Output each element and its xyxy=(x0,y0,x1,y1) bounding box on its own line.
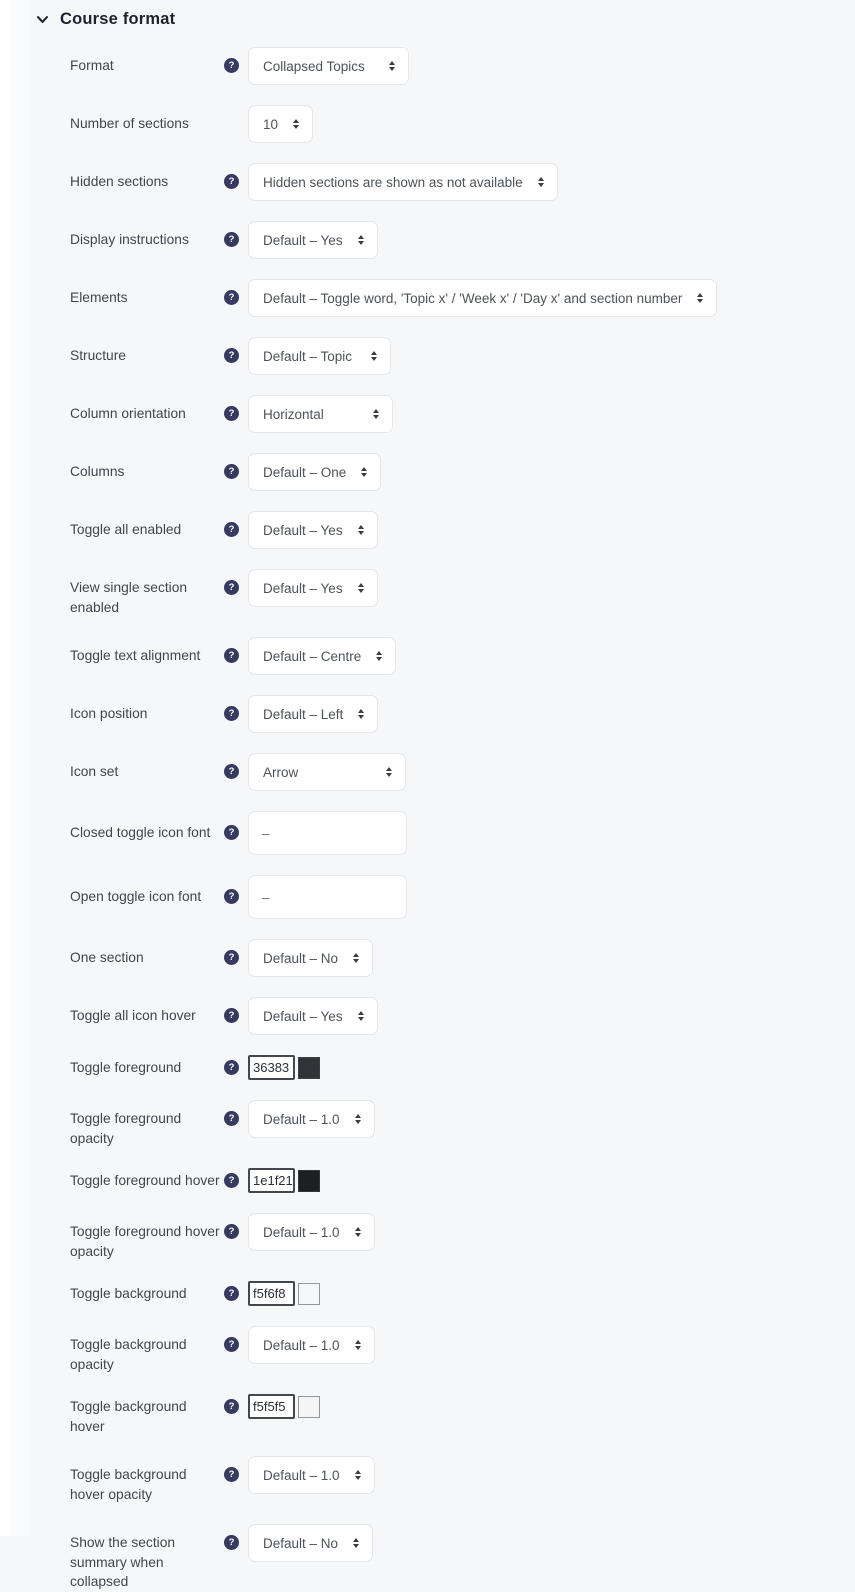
field-label: Elements xyxy=(70,279,224,308)
help-icon[interactable]: ? xyxy=(224,522,239,537)
select-arrows-icon xyxy=(373,409,379,420)
select-arrows-icon xyxy=(389,61,395,72)
select-arrows-icon xyxy=(355,1340,361,1351)
one-section-select[interactable] xyxy=(248,939,373,977)
form-row-one-section xyxy=(70,939,855,977)
help-icon[interactable]: ? xyxy=(224,348,239,363)
color-value: 1e1f21 xyxy=(253,1173,293,1188)
help-icon[interactable]: ? xyxy=(224,1337,239,1352)
help-icon[interactable]: ? xyxy=(224,290,239,305)
select-arrows-icon xyxy=(697,293,703,304)
selected-value: Horizontal xyxy=(263,407,324,422)
select-arrows-icon xyxy=(355,1114,361,1125)
form-row-toggle-background xyxy=(70,1281,855,1306)
selected-value: Default – 1.0 xyxy=(263,1112,340,1127)
select-arrows-icon xyxy=(355,1227,361,1238)
toggle-foreground-color-swatch xyxy=(298,1057,320,1079)
toggle-background-opacity-select[interactable] xyxy=(248,1326,375,1364)
field-label: Toggle background xyxy=(70,1281,224,1304)
form-row-column-orientation xyxy=(70,395,855,433)
help-column xyxy=(224,695,248,721)
form-row-open-toggle-icon-font xyxy=(70,875,855,919)
form-row-toggle-foreground-opacity xyxy=(70,1100,855,1148)
help-icon[interactable]: ? xyxy=(224,1286,239,1301)
toggle-background-hover-color-swatch xyxy=(298,1396,320,1418)
help-icon[interactable]: ? xyxy=(224,825,239,840)
toggle-background-hover-opacity-select[interactable] xyxy=(248,1456,375,1494)
help-column xyxy=(224,1394,248,1414)
toggle-foreground-hover-opacity-select[interactable] xyxy=(248,1213,375,1251)
help-icon[interactable]: ? xyxy=(224,1008,239,1023)
toggle-text-alignment-select[interactable] xyxy=(248,637,396,675)
selected-value: Default – One xyxy=(263,465,346,480)
section-title: Course format xyxy=(60,10,175,29)
select-arrows-icon xyxy=(386,767,392,778)
help-column xyxy=(224,337,248,363)
icon-position-select[interactable] xyxy=(248,695,378,733)
help-column xyxy=(224,1326,248,1352)
selected-value: Default – Centre xyxy=(263,649,361,664)
help-icon[interactable]: ? xyxy=(224,648,239,663)
select-arrows-icon xyxy=(376,651,382,662)
selected-value: Default – Yes xyxy=(263,523,343,538)
field-label: Toggle background opacity xyxy=(70,1326,224,1374)
help-column xyxy=(224,1168,248,1188)
help-column xyxy=(224,453,248,479)
field-label: Format xyxy=(70,47,224,76)
help-column xyxy=(224,637,248,663)
help-column xyxy=(224,569,248,595)
field-label: View single section enabled xyxy=(70,569,224,617)
help-column xyxy=(224,1524,248,1550)
color-value: f5f6f8 xyxy=(253,1286,286,1301)
section-header-course-format[interactable] xyxy=(36,10,855,29)
form-row-icon-position xyxy=(70,695,855,733)
select-arrows-icon xyxy=(358,525,364,536)
form-row-closed-toggle-icon-font xyxy=(70,811,855,855)
selected-value: Default – Left xyxy=(263,707,343,722)
field-label: Icon position xyxy=(70,695,224,724)
help-icon[interactable]: ? xyxy=(224,464,239,479)
select-arrows-icon xyxy=(358,709,364,720)
form-row-view-single-section-enabled xyxy=(70,569,855,617)
chevron-down-icon[interactable] xyxy=(36,13,49,26)
help-icon[interactable]: ? xyxy=(224,764,239,779)
selected-value: Default – Yes xyxy=(263,233,343,248)
column-orientation-select[interactable] xyxy=(248,395,393,433)
select-arrows-icon xyxy=(355,1470,361,1481)
form-row-toggle-foreground xyxy=(70,1055,855,1080)
field-control xyxy=(248,1055,320,1080)
help-icon[interactable]: ? xyxy=(224,580,239,595)
form-row-icon-set xyxy=(70,753,855,791)
form-row-toggle-background-hover xyxy=(70,1394,855,1436)
help-icon[interactable]: ? xyxy=(224,706,239,721)
elements-select[interactable] xyxy=(248,279,717,317)
toggle-background-hover-color-input[interactable] xyxy=(248,1394,295,1419)
field-control xyxy=(248,569,378,607)
field-label: One section xyxy=(70,939,224,968)
select-arrows-icon xyxy=(353,953,359,964)
structure-select[interactable] xyxy=(248,337,391,375)
help-column xyxy=(224,105,248,116)
selected-value: Collapsed Topics xyxy=(263,59,365,74)
field-control xyxy=(248,1394,320,1419)
color-field xyxy=(248,1394,320,1419)
form-row-toggle-text-alignment xyxy=(70,637,855,675)
field-control xyxy=(248,1213,375,1251)
selected-value: Hidden sections are shown as not available xyxy=(263,175,523,190)
format-select[interactable] xyxy=(248,47,409,85)
help-icon[interactable]: ? xyxy=(224,1535,239,1550)
form-row-format xyxy=(70,47,855,85)
help-column xyxy=(224,1100,248,1126)
help-column xyxy=(224,997,248,1023)
color-value: 36383 xyxy=(253,1060,289,1075)
toggle-background-color-swatch xyxy=(298,1283,320,1305)
selected-value: 10 xyxy=(263,117,278,132)
selected-value: Default – No xyxy=(263,951,338,966)
selected-value: Default – Topic xyxy=(263,349,352,364)
open-toggle-icon-font-input[interactable] xyxy=(248,875,407,919)
help-icon[interactable]: ? xyxy=(224,174,239,189)
hidden-sections-select[interactable] xyxy=(248,163,558,201)
help-column xyxy=(224,511,248,537)
color-value: f5f5f5 xyxy=(253,1399,286,1414)
field-control xyxy=(248,105,313,143)
form-row-toggle-background-opacity xyxy=(70,1326,855,1374)
number-of-sections-select[interactable] xyxy=(248,105,313,143)
toggle-all-enabled-select[interactable] xyxy=(248,511,378,549)
field-label: Column orientation xyxy=(70,395,224,424)
field-label: Toggle foreground hover xyxy=(70,1168,224,1191)
selected-value: Arrow xyxy=(263,765,298,780)
form-rows xyxy=(0,47,855,1592)
field-label: Number of sections xyxy=(70,105,224,134)
color-field xyxy=(248,1281,320,1306)
field-control xyxy=(248,1100,375,1138)
help-icon[interactable]: ? xyxy=(224,1224,239,1239)
field-control xyxy=(248,695,378,733)
field-label: Columns xyxy=(70,453,224,482)
form-row-toggle-background-hover-opacity xyxy=(70,1456,855,1504)
field-label: Toggle all enabled xyxy=(70,511,224,540)
selected-value: Default – Yes xyxy=(263,581,343,596)
field-label: Closed toggle icon font xyxy=(70,811,224,843)
field-control xyxy=(248,395,393,433)
help-column xyxy=(224,939,248,965)
field-label: Toggle text alignment xyxy=(70,637,224,666)
view-single-section-enabled-select[interactable] xyxy=(248,569,378,607)
toggle-foreground-opacity-select[interactable] xyxy=(248,1100,375,1138)
help-column xyxy=(224,47,248,73)
field-label: Hidden sections xyxy=(70,163,224,192)
select-arrows-icon xyxy=(353,1538,359,1549)
help-icon[interactable]: ? xyxy=(224,1467,239,1482)
selected-value: Default – 1.0 xyxy=(263,1338,340,1353)
field-control xyxy=(248,47,409,85)
selected-value: Default – Toggle word, 'Topic x' / 'Week x' / 'Day x' and section number xyxy=(263,291,682,306)
field-control xyxy=(248,1168,320,1193)
field-label: Toggle all icon hover xyxy=(70,997,224,1026)
help-icon[interactable]: ? xyxy=(224,1060,239,1075)
field-control xyxy=(248,875,407,919)
select-arrows-icon xyxy=(361,467,367,478)
select-arrows-icon xyxy=(358,1011,364,1022)
help-column xyxy=(224,395,248,421)
help-column xyxy=(224,1281,248,1301)
form-row-number-of-sections xyxy=(70,105,855,143)
form-row-toggle-all-icon-hover xyxy=(70,997,855,1035)
select-arrows-icon xyxy=(358,583,364,594)
select-arrows-icon xyxy=(371,351,377,362)
select-arrows-icon xyxy=(293,119,299,130)
select-arrows-icon xyxy=(538,177,544,188)
help-column xyxy=(224,221,248,247)
help-icon[interactable]: ? xyxy=(224,950,239,965)
form-row-toggle-foreground-hover xyxy=(70,1168,855,1193)
form-row-toggle-all-enabled xyxy=(70,511,855,549)
icon-set-select[interactable] xyxy=(248,753,406,791)
select-arrows-icon xyxy=(358,235,364,246)
toggle-all-icon-hover-select[interactable] xyxy=(248,997,378,1035)
input-value: – xyxy=(262,890,269,905)
form-row-hidden-sections xyxy=(70,163,855,201)
field-label: Toggle foreground opacity xyxy=(70,1100,224,1148)
field-control xyxy=(248,753,406,791)
field-label: Show the section summary when collapsed xyxy=(70,1524,224,1592)
help-column xyxy=(224,1213,248,1239)
help-icon[interactable]: ? xyxy=(224,1111,239,1126)
field-control xyxy=(248,511,378,549)
help-icon[interactable]: ? xyxy=(224,232,239,247)
field-control xyxy=(248,811,407,855)
selected-value: Default – No xyxy=(263,1536,338,1551)
help-icon[interactable]: ? xyxy=(224,889,239,904)
field-control xyxy=(248,453,381,491)
field-control xyxy=(248,1456,375,1494)
form-row-columns xyxy=(70,453,855,491)
form-row-structure xyxy=(70,337,855,375)
help-column xyxy=(224,1055,248,1075)
page-left-gutter xyxy=(0,0,30,1536)
form-row-toggle-foreground-hover-opacity xyxy=(70,1213,855,1261)
help-column xyxy=(224,1456,248,1482)
field-control xyxy=(248,337,391,375)
color-field xyxy=(248,1168,320,1193)
help-icon[interactable]: ? xyxy=(224,58,239,73)
help-column xyxy=(224,811,248,840)
field-control xyxy=(248,221,378,259)
field-label: Toggle foreground xyxy=(70,1055,224,1078)
field-label: Open toggle icon font xyxy=(70,875,224,907)
selected-value: Default – 1.0 xyxy=(263,1468,340,1483)
field-control xyxy=(248,997,378,1035)
field-control xyxy=(248,1326,375,1364)
selected-value: Default – Yes xyxy=(263,1009,343,1024)
display-instructions-select[interactable] xyxy=(248,221,378,259)
field-control xyxy=(248,163,558,201)
field-control xyxy=(248,939,373,977)
columns-select[interactable] xyxy=(248,453,381,491)
field-label: Toggle foreground hover opacity xyxy=(70,1213,224,1261)
field-label: Icon set xyxy=(70,753,224,782)
form-row-show-the-section-summary-when-collapsed xyxy=(70,1524,855,1592)
toggle-foreground-hover-color-swatch xyxy=(298,1170,320,1192)
form-row-elements xyxy=(70,279,855,317)
closed-toggle-icon-font-input[interactable] xyxy=(248,811,407,855)
show-the-section-summary-when-collapsed-select[interactable] xyxy=(248,1524,373,1562)
field-label: Toggle background hover opacity xyxy=(70,1456,224,1504)
toggle-foreground-color-input[interactable] xyxy=(248,1055,295,1080)
help-column xyxy=(224,753,248,779)
field-control xyxy=(248,279,717,317)
field-label: Toggle background hover xyxy=(70,1394,224,1436)
help-column xyxy=(224,163,248,189)
field-control xyxy=(248,637,396,675)
toggle-foreground-hover-color-input[interactable] xyxy=(248,1168,295,1193)
help-icon[interactable]: ? xyxy=(224,406,239,421)
field-control xyxy=(248,1524,373,1562)
selected-value: Default – 1.0 xyxy=(263,1225,340,1240)
color-field xyxy=(248,1055,320,1080)
help-column xyxy=(224,279,248,305)
toggle-background-color-input[interactable] xyxy=(248,1281,295,1306)
field-label: Display instructions xyxy=(70,221,224,250)
input-value: – xyxy=(262,826,269,841)
help-icon[interactable]: ? xyxy=(224,1173,239,1188)
help-icon[interactable]: ? xyxy=(224,1399,239,1414)
help-column xyxy=(224,875,248,904)
form-row-display-instructions xyxy=(70,221,855,259)
field-control xyxy=(248,1281,320,1306)
field-label: Structure xyxy=(70,337,224,366)
